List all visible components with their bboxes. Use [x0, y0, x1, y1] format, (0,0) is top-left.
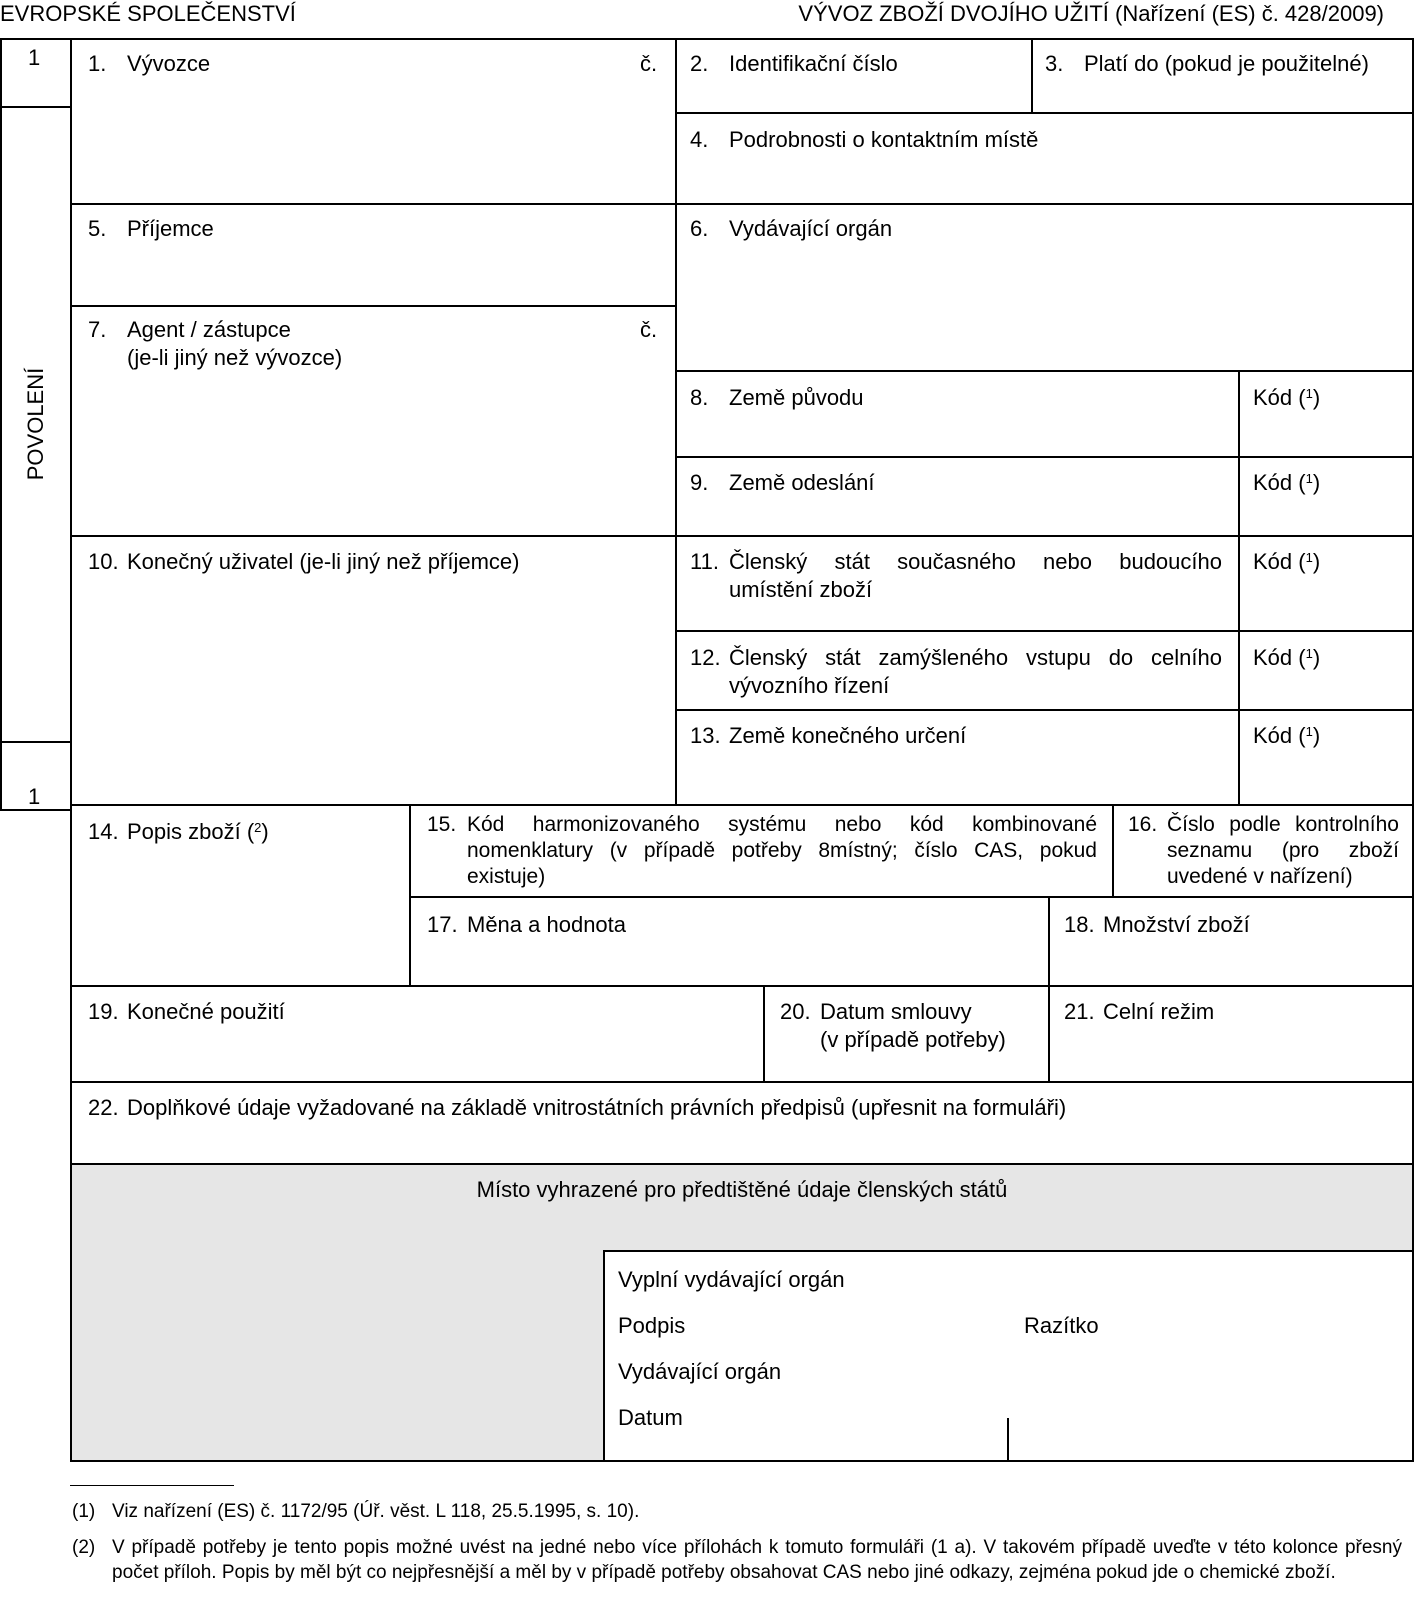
field-10-label: Konečný uživatel (je-li jiný než příjemce)	[127, 549, 520, 574]
line-h	[675, 709, 1414, 711]
line-v	[1048, 896, 1050, 1083]
field-15-label: Kód harmonizovaného systému nebo kód kombinované nomenklatury (v případě potřeby 8místný; číslo CAS, pokud existuje)	[467, 813, 1097, 888]
field-7-num: 7.	[88, 317, 107, 342]
field-17-label: Měna a hodnota	[467, 912, 627, 937]
side-divider-bottom	[0, 741, 72, 743]
field-3-num: 3.	[1045, 51, 1064, 76]
authority-label: Vydávající orgán	[618, 1359, 782, 1384]
field-12-num: 12.	[690, 645, 721, 670]
field-7-label2: (je-li jiný než vývozce)	[127, 345, 343, 370]
line-h	[675, 630, 1414, 632]
field-22-num: 22.	[88, 1095, 119, 1120]
field-17-num: 17.	[427, 912, 458, 937]
field-2-label: Identifikační číslo	[729, 51, 898, 76]
field-5-label: Příjemce	[127, 216, 214, 241]
field-21-num: 21.	[1064, 999, 1095, 1024]
field-16-label: Číslo podle kontrolního seznamu (pro zboží uvedené v nařízení)	[1167, 813, 1399, 888]
field-7-suffix: č.	[640, 317, 658, 342]
field-12-code: Kód ($^1$)	[1253, 645, 1321, 670]
field-18-label: Množství zboží	[1103, 912, 1250, 937]
side-divider-top	[0, 106, 72, 108]
field-10-num: 10.	[88, 549, 119, 574]
footnote-2-text: V případě potřeby je tento popis možné uvést na jedné nebo více přílohách k tomuto formuláři (1 a). V takovém případě uveďte v této kolonce přesný počet příloh. Popis by měl být co nejpřesnější a měl by v případě potřeby obsahovat CAS nebo jiné odkazy, zejména pokud jde o chemické zboží.	[112, 1537, 1402, 1583]
line-h	[675, 456, 1414, 458]
field-1-suffix: č.	[640, 51, 658, 76]
field-6-num: 6.	[690, 216, 709, 241]
field-14-label: Popis zboží ($^2$)	[127, 819, 269, 844]
header-right: VÝVOZ ZBOŽÍ DVOJÍHO UŽITÍ (Nařízení (ES) č. 428/2009)	[798, 1, 1384, 26]
line-v	[409, 804, 411, 987]
line-h	[70, 305, 677, 307]
field-9-label: Země odeslání	[729, 470, 875, 495]
field-20-label: Datum smlouvy	[820, 999, 972, 1024]
line-h	[70, 985, 1414, 987]
field-22-label: Doplňkové údaje vyžadované na základě vnitrostátních právních předpisů (upřesnit na formuláři)	[127, 1095, 1067, 1120]
signature-label: Podpis	[618, 1313, 686, 1338]
line-v	[1007, 1418, 1009, 1462]
field-4-num: 4.	[690, 127, 709, 152]
field-13-num: 13.	[690, 723, 721, 748]
field-9-code: Kód ($^1$)	[1253, 470, 1321, 495]
line-v	[1112, 804, 1114, 898]
field-9-num: 9.	[690, 470, 709, 495]
field-16-num: 16.	[1128, 813, 1158, 836]
reserved-title: Místo vyhrazené pro předtištěné údaje členských států	[476, 1177, 1008, 1202]
field-15-num: 15.	[427, 813, 457, 836]
line-h	[409, 896, 1414, 898]
line-h	[70, 1081, 1414, 1083]
line-v	[1031, 38, 1033, 114]
field-12-label: Členský stát zamýšleného vstupu do celního vývozního řízení	[729, 645, 1222, 698]
footnote-2-mark: (2)	[72, 1537, 96, 1558]
field-20-label2: (v případě potřeby)	[820, 1027, 1006, 1052]
field-5-num: 5.	[88, 216, 107, 241]
line-h	[675, 112, 1414, 114]
field-13-code: Kód ($^1$)	[1253, 723, 1321, 748]
field-1-num: 1.	[88, 51, 107, 76]
line-v	[1238, 370, 1240, 806]
line-h	[70, 804, 1414, 806]
field-18-num: 18.	[1064, 912, 1095, 937]
line-v	[763, 985, 765, 1083]
field-3-label: Platí do (pokud je použitelné)	[1084, 51, 1369, 76]
field-14-num: 14.	[88, 819, 119, 844]
header-left: EVROPSKÉ SPOLEČENSTVÍ	[0, 1, 296, 26]
line-h	[70, 203, 1414, 205]
field-8-label: Země původu	[729, 385, 864, 410]
date-label: Datum	[618, 1405, 683, 1430]
field-13-label: Země konečného určení	[729, 723, 967, 748]
side-number-top: 1	[28, 45, 41, 70]
field-19-num: 19.	[88, 999, 119, 1024]
field-20-num: 20.	[780, 999, 811, 1024]
field-21-label: Celní režim	[1103, 999, 1215, 1024]
field-11-num: 11.	[690, 549, 719, 574]
field-8-code: Kód ($^1$)	[1253, 385, 1321, 410]
field-8-num: 8.	[690, 385, 709, 410]
field-11-label: Členský stát současného nebo budoucího umístění zboží	[729, 549, 1222, 602]
footnote-rule	[70, 1485, 234, 1486]
line-h	[70, 1163, 1414, 1165]
field-4-label: Podrobnosti o kontaktním místě	[729, 127, 1039, 152]
footnote-1-mark: (1)	[72, 1501, 96, 1522]
field-2-num: 2.	[690, 51, 709, 76]
line-h	[675, 370, 1414, 372]
line-h	[70, 535, 1414, 537]
field-7-label: Agent / zástupce	[127, 317, 291, 342]
reserved-fill-label: Vyplní vydávající orgán	[618, 1267, 845, 1292]
field-19-label: Konečné použití	[127, 999, 285, 1024]
field-6-label: Vydávající orgán	[729, 216, 893, 241]
vertical-label: POVOLENÍ	[23, 367, 48, 481]
footnote-1-text: Viz nařízení (ES) č. 1172/95 (Úř. věst. L 118, 25.5.1995, s. 10).	[112, 1501, 640, 1522]
side-number-bottom: 1	[28, 784, 41, 809]
stamp-label: Razítko	[1024, 1313, 1099, 1338]
field-1-label: Vývozce	[127, 51, 211, 76]
line-v	[675, 38, 677, 806]
field-11-code: Kód ($^1$)	[1253, 549, 1321, 574]
